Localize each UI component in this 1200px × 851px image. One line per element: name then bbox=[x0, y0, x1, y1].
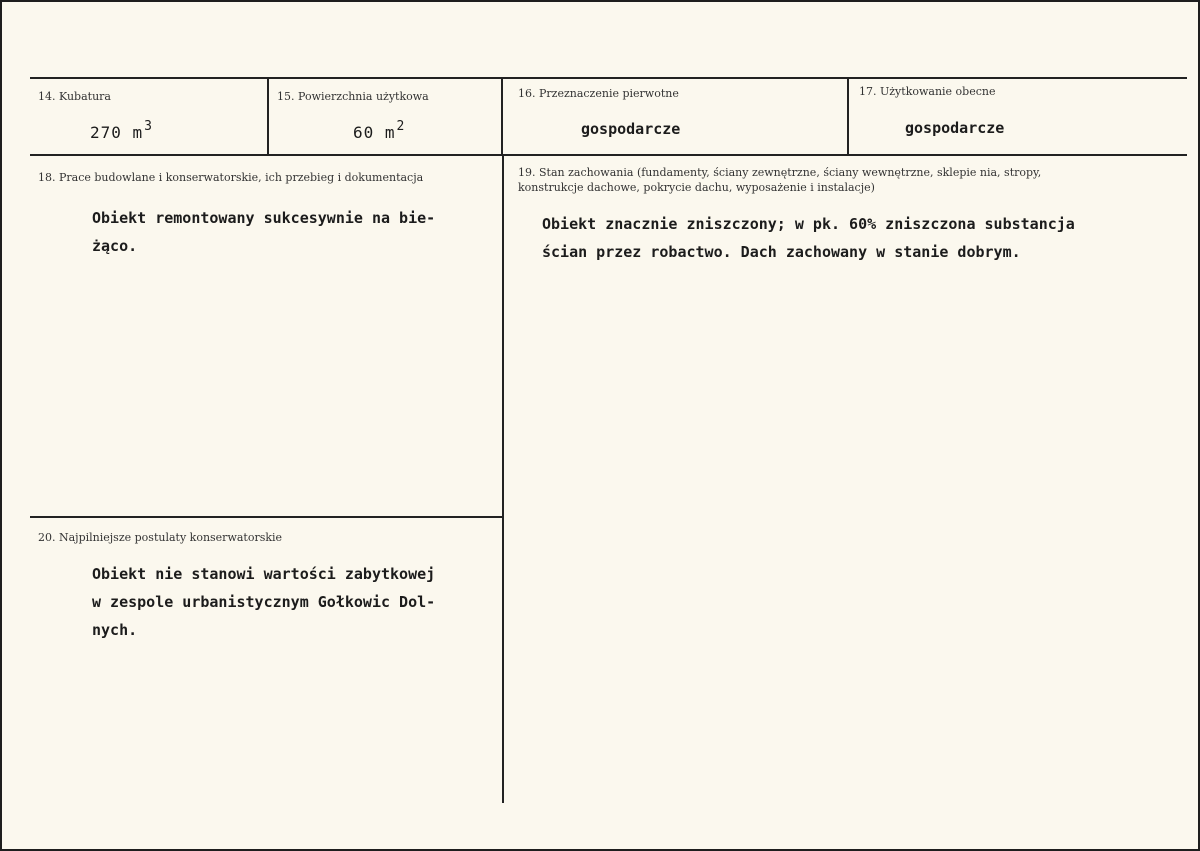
field-19-line: Obiekt znacznie zniszczony; w pk. 60% zniszczona substancja bbox=[542, 215, 1075, 233]
field-18-label: 18. Prace budowlane i konserwatorskie, ich przebieg i dokumentacja bbox=[38, 171, 424, 184]
field-19-label-line: konstrukcje dachowe, pokrycie dachu, wyposażenie i instalacje) bbox=[518, 181, 875, 194]
field-17-value: gospodarcze bbox=[905, 119, 1005, 137]
divider-18-20 bbox=[30, 516, 502, 518]
field-19-text bbox=[542, 210, 1075, 266]
field-14-number: 270 m bbox=[90, 123, 144, 142]
field-17-label: 17. Użytkowanie obecne bbox=[859, 85, 996, 98]
field-20-line: w zespole urbanistycznym Gołkowic Dol- bbox=[92, 593, 436, 611]
divider-16-17 bbox=[847, 79, 849, 155]
field-15-label: 15. Powierzchnia użytkowa bbox=[277, 90, 429, 103]
field-14-label: 14. Kubatura bbox=[38, 90, 111, 103]
field-20-label: 20. Najpilniejsze postulaty konserwatorskie bbox=[38, 531, 283, 544]
field-15-unit-exponent: 2 bbox=[396, 119, 406, 134]
field-14-unit-exponent: 3 bbox=[144, 119, 153, 134]
divider-15-16 bbox=[501, 79, 503, 155]
field-20-text bbox=[92, 560, 435, 644]
field-16-value: gospodarcze bbox=[581, 120, 681, 138]
field-18-line: żąco. bbox=[92, 237, 138, 255]
field-16-label: 16. Przeznaczenie pierwotne bbox=[518, 87, 679, 100]
field-18-text bbox=[92, 204, 435, 260]
field-20-line: nych. bbox=[92, 621, 138, 639]
top-row-bottom-border bbox=[30, 154, 1187, 156]
field-15-number: 60 m bbox=[353, 123, 396, 142]
divider-14-15 bbox=[267, 79, 269, 155]
field-14-value bbox=[90, 119, 153, 142]
field-19-label-line: 19. Stan zachowania (fundamenty, ściany zewnętrzne, ściany wewnętrzne, sklepie nia, stropy, bbox=[518, 166, 1042, 179]
field-18-line: Obiekt remontowany sukcesywnie na bie- bbox=[92, 209, 436, 227]
field-19-line: ścian przez robactwo. Dach zachowany w stanie dobrym. bbox=[542, 243, 1021, 261]
field-15-value bbox=[353, 119, 405, 142]
divider-main-column bbox=[502, 155, 504, 803]
top-row-top-border bbox=[30, 77, 1187, 79]
field-19-label bbox=[518, 165, 1041, 195]
field-20-line: Obiekt nie stanowi wartości zabytkowej bbox=[92, 565, 436, 583]
